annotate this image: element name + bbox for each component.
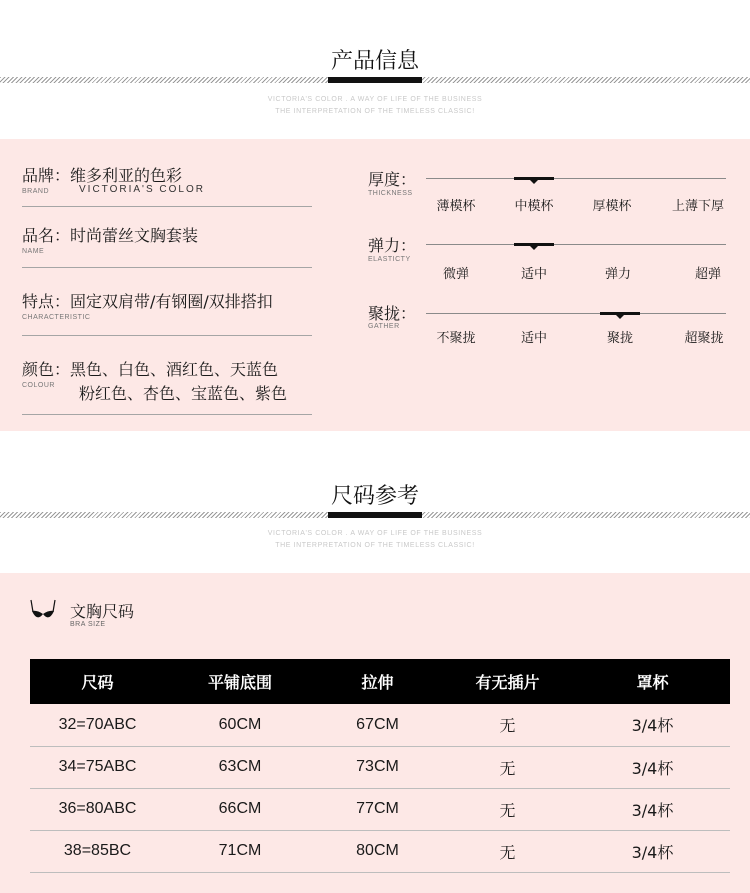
col-stretch: 拉伸 [315,659,440,704]
table-row [30,746,730,788]
cell-stretch: 73CM [315,746,440,788]
divider [22,335,312,336]
option-2: 适中 [520,267,547,282]
cell-underbust: 66CM [165,788,315,830]
name-label: 品名： [22,226,71,245]
option-4: 上薄下厚 [671,199,724,214]
product-info-title: 产品信息 [330,49,419,74]
colour-en: COLOUR [22,382,55,389]
slogan-line-1: VICTORIA'S COLOR . A WAY OF LIFE OF THE BUSINESS [267,530,483,537]
scale-marker [514,177,554,180]
col-size: 尺码 [30,659,165,704]
scale-marker [600,312,640,315]
option-1: 微弹 [442,267,469,282]
table-row [30,704,730,746]
cell-size: 36=80ABC [30,788,165,830]
brand-en: BRAND [22,188,50,195]
option-3: 聚拢 [606,331,633,346]
brand-label: 品牌： [22,166,71,185]
feature-value: 固定双肩带/有钢圈/双排搭扣 [70,292,273,311]
cell-cup: 3/4杯 [575,746,730,788]
info-row-colour [22,357,312,403]
colour-value: 黑色、白色、酒红色、天蓝色 [70,360,279,379]
brand-value-en: VICTORIA'S COLOR [79,184,205,195]
col-padding: 有无插片 [440,659,575,704]
colour-value-2: 粉红色、杏色、宝蓝色、紫色 [79,384,288,403]
cell-padding: 无 [440,704,575,746]
cell-stretch: 67CM [315,704,440,746]
thickness-label: 厚度： [368,170,417,189]
name-value: 时尚蕾丝文胸套装 [70,226,199,245]
feature-label: 特点： [22,292,71,311]
scale-line [426,244,726,245]
cell-size: 34=75ABC [30,746,165,788]
product-info-panel [0,139,750,431]
colour-label: 颜色： [22,360,71,379]
thickness-en: THICKNESS [368,190,413,197]
divider [22,206,312,207]
cell-size: 38=85BC [30,830,165,872]
cell-cup: 3/4杯 [575,788,730,830]
cell-underbust: 71CM [165,830,315,872]
cell-padding: 无 [440,746,575,788]
slogan-line-1: VICTORIA'S COLOR . A WAY OF LIFE OF THE BUSINESS [267,96,483,103]
cell-padding: 无 [440,830,575,872]
info-row-feature [22,289,312,321]
option-3: 厚模杯 [592,199,632,214]
bra-size-title: 文胸尺码 [70,602,135,621]
scale-marker [514,243,554,246]
cell-stretch: 80CM [315,830,440,872]
slogan-line-2: THE INTERPRETATION OF THE TIMELESS CLASSIC! [275,108,475,115]
size-ref-title: 尺码参考 [330,484,419,509]
info-row-brand [22,163,312,195]
option-1: 不聚拢 [436,331,476,346]
option-2: 适中 [520,331,547,346]
title-underline-bar [328,77,422,83]
cell-underbust: 63CM [165,746,315,788]
option-4: 超弹 [694,267,721,282]
cell-stretch: 77CM [315,788,440,830]
option-3: 弹力 [604,267,631,282]
cell-padding: 无 [440,788,575,830]
cell-size: 32=70ABC [30,704,165,746]
option-2: 中模杯 [514,199,554,214]
option-1: 薄模杯 [436,199,476,214]
col-cup: 罩杯 [575,659,730,704]
feature-en: CHARACTERISTIC [22,314,91,321]
divider [22,267,312,268]
info-row-name [22,223,312,255]
gather-label: 聚拢： [368,304,417,323]
name-en: NAME [22,248,45,255]
brand-value: 维多利亚的色彩 [70,166,183,185]
table-row [30,788,730,830]
cell-underbust: 60CM [165,704,315,746]
gather-en: GATHER [368,323,400,330]
slogan-line-2: THE INTERPRETATION OF THE TIMELESS CLASSIC! [275,542,475,549]
bra-icon [28,598,58,628]
cell-cup: 3/4杯 [575,830,730,872]
elasticity-en: ELASTICTY [368,256,411,263]
elasticity-label: 弹力： [368,236,417,255]
size-table [30,659,730,873]
scale-line [426,313,726,314]
table-row [30,830,730,872]
scale-line [426,178,726,179]
divider [22,414,312,415]
table-header-row [30,659,730,704]
bra-size-en: BRA SIZE [70,621,106,628]
cell-cup: 3/4杯 [575,704,730,746]
col-flat-underbust: 平铺底围 [165,659,315,704]
option-4: 超聚拢 [684,331,724,346]
title-underline-bar [328,512,422,518]
